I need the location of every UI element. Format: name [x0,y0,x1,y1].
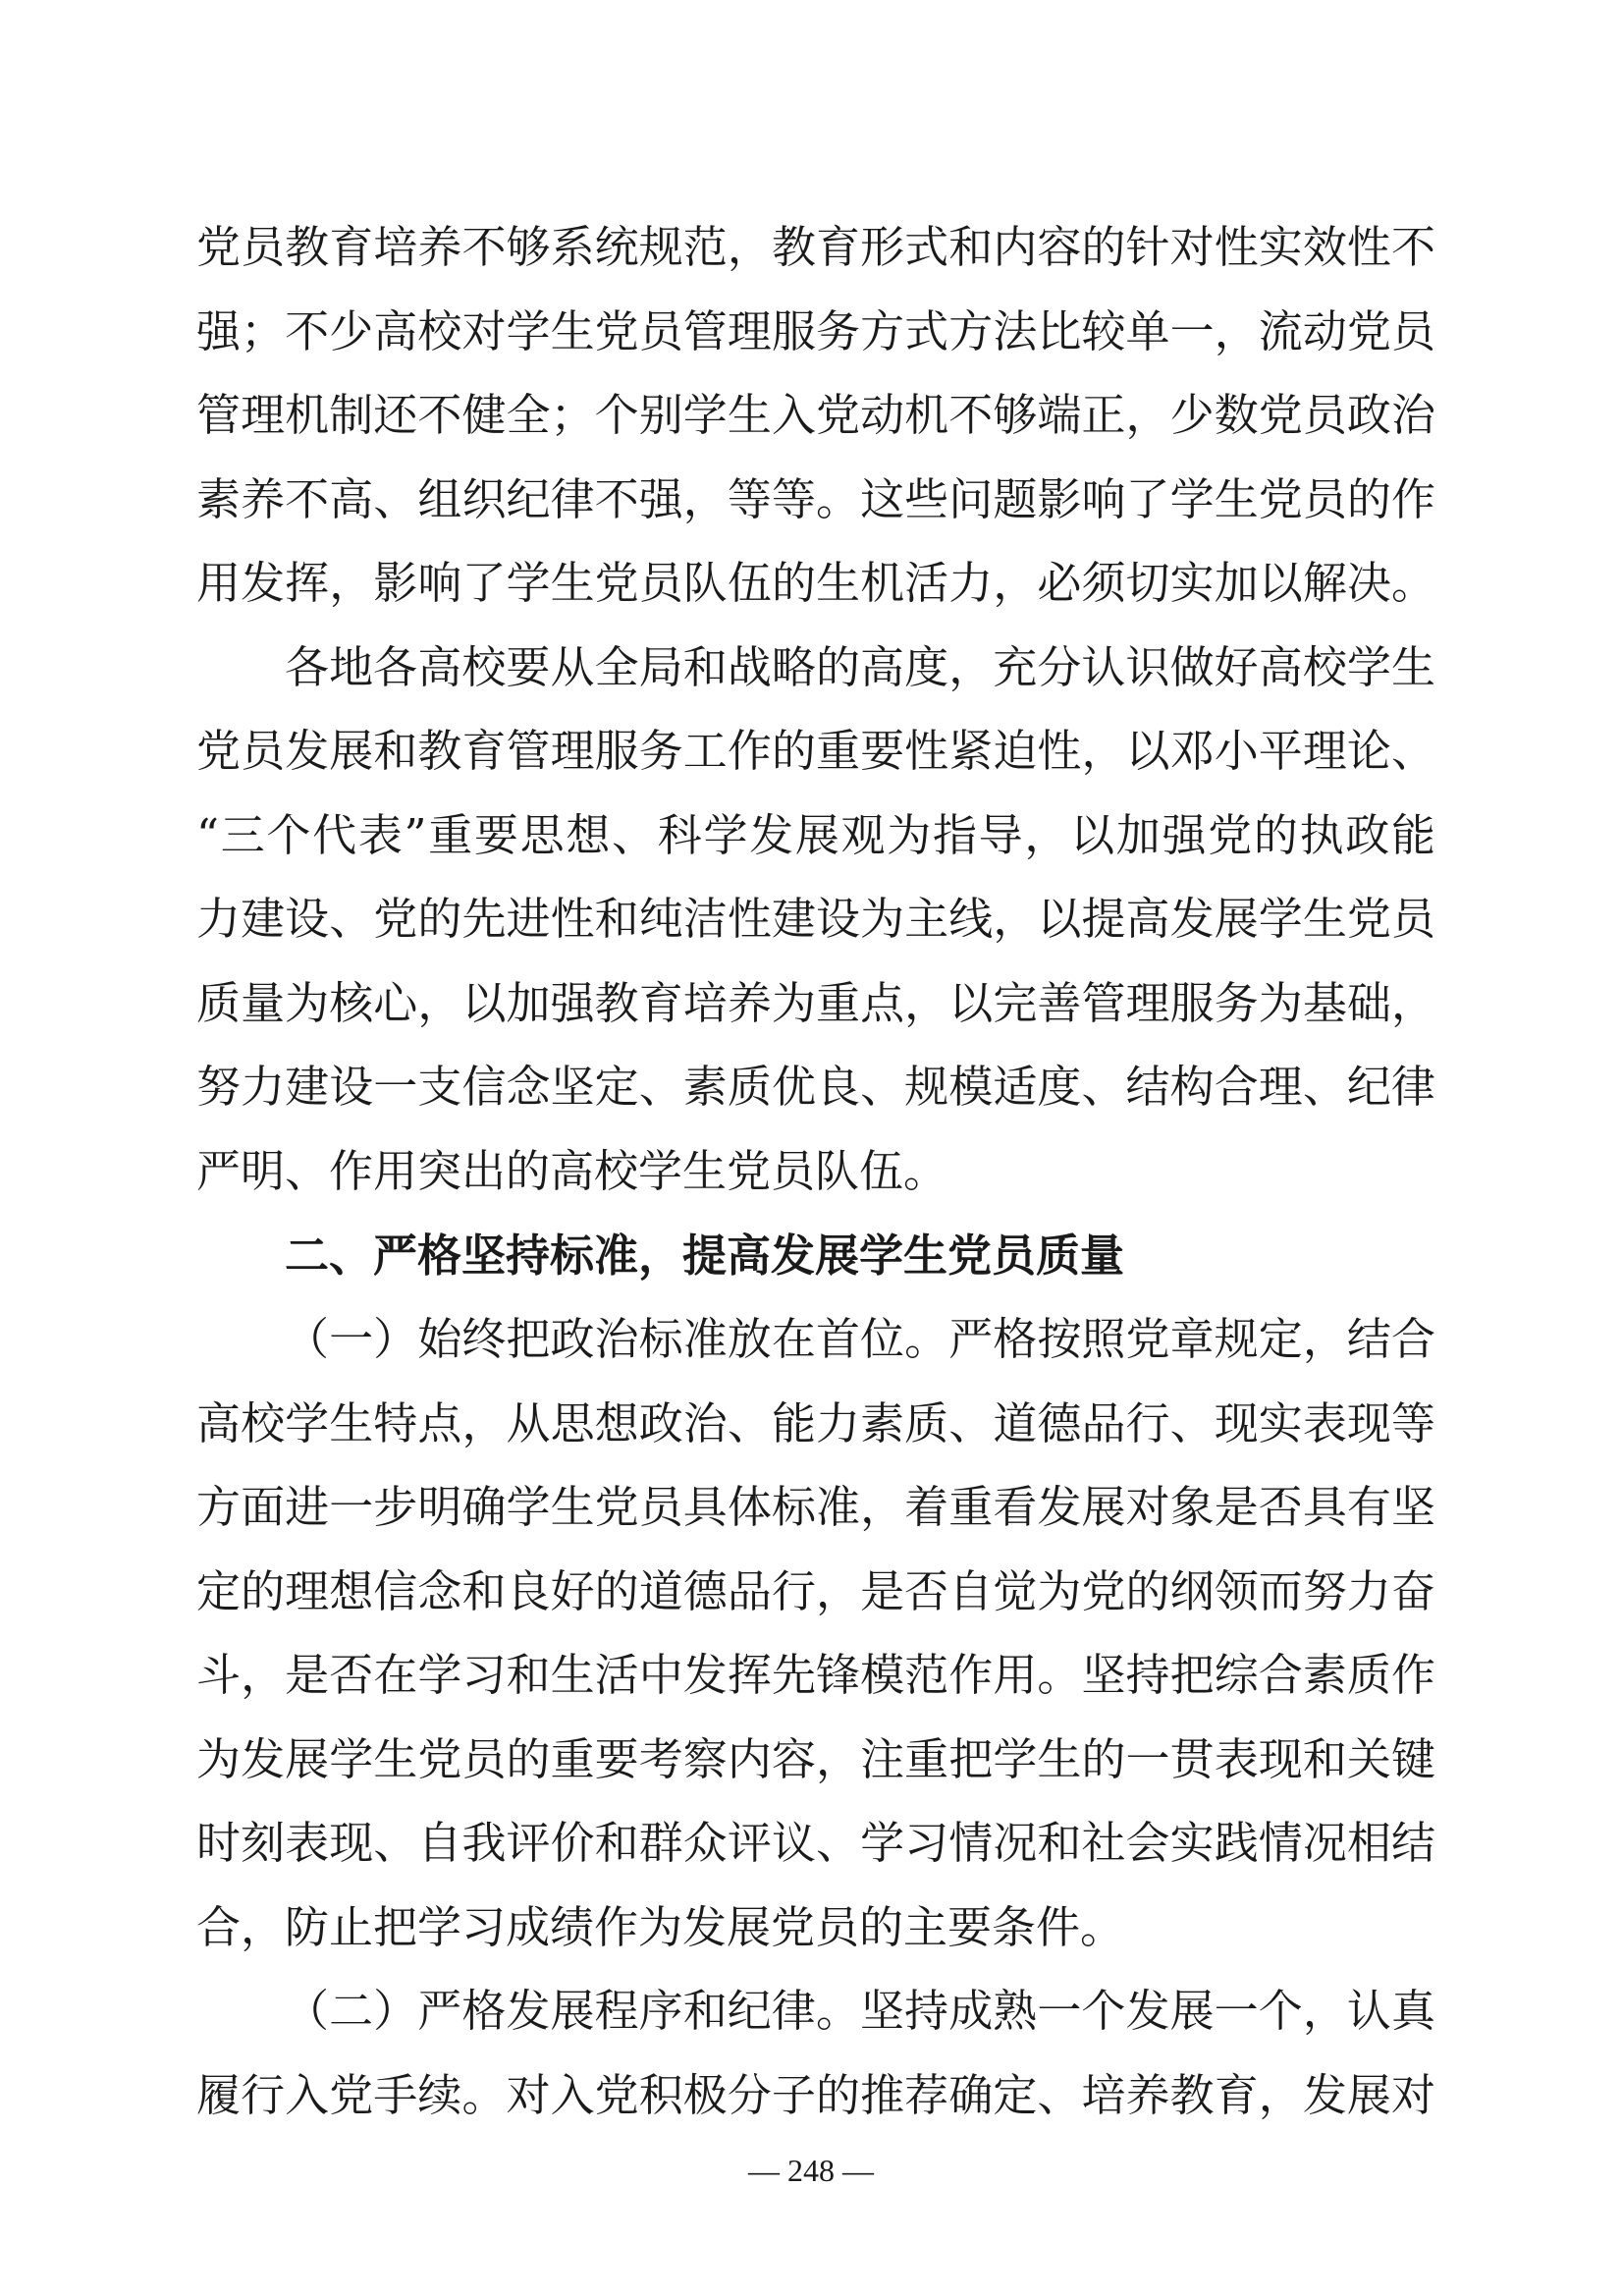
text-line: 力建设、党的先进性和纯洁性建设为主线，以提高发展学生党员 [196,893,1435,945]
paragraph-first-line: （二）严格发展程序和纪律。坚持成熟一个发展一个，认真 [285,1985,1435,2037]
text-line: 履行入党手续。对入党积极分子的推荐确定、培养教育，发展对 [196,2069,1435,2121]
text-line: 强；不少高校对学生党员管理服务方式方法比较单一，流动党员 [196,305,1435,357]
text-line: 时刻表现、自我评价和群众评议、学习情况和社会实践情况相结 [196,1817,1435,1869]
text-line: 高校学生特点，从思想政治、能力素质、道德品行、现实表现等 [196,1397,1435,1449]
text-line: 管理机制还不健全；个别学生入党动机不够端正，少数党员政治 [196,389,1435,441]
text-line: 合，防止把学习成绩作为发展党员的主要条件。 [196,1901,1125,1953]
text-line: 质量为核心，以加强教育培养为重点，以完善管理服务为基础， [196,977,1435,1029]
section-heading: 二、严格坚持标准，提高发展学生党员质量 [285,1230,1125,1282]
paragraph-first-line: 各地各高校要从全局和战略的高度，充分认识做好高校学生 [285,641,1435,693]
text-line: 努力建设一支信念坚定、素质优良、规模适度、结构合理、纪律 [196,1061,1435,1113]
paragraph-first-line: （一）始终把政治标准放在首位。严格按照党章规定，结合 [285,1313,1435,1365]
page-number: — 248 — [748,2153,874,2188]
text-line: 方面进一步明确学生党员具体标准，着重看发展对象是否具有坚 [196,1481,1435,1533]
text-line: 斗，是否在学习和生活中发挥先锋模范作用。坚持把综合素质作 [196,1649,1435,1701]
text-line: 为发展学生党员的重要考察内容，注重把学生的一贯表现和关键 [196,1733,1435,1785]
text-line: “三个代表”重要思想、科学发展观为指导，以加强党的执政能 [196,809,1435,861]
text-line: 用发挥，影响了学生党员队伍的生机活力，必须切实加以解决。 [196,557,1435,609]
text-line: 定的理想信念和良好的道德品行，是否自觉为党的纲领而努力奋 [196,1565,1435,1617]
text-line: 党员发展和教育管理服务工作的重要性紧迫性，以邓小平理论、 [196,725,1435,777]
text-line: 严明、作用突出的高校学生党员队伍。 [196,1145,948,1197]
text-line: 素养不高、组织纪律不强，等等。这些问题影响了学生党员的作 [196,473,1435,525]
text-line: 党员教育培养不够系统规范，教育形式和内容的针对性实效性不 [196,221,1435,273]
